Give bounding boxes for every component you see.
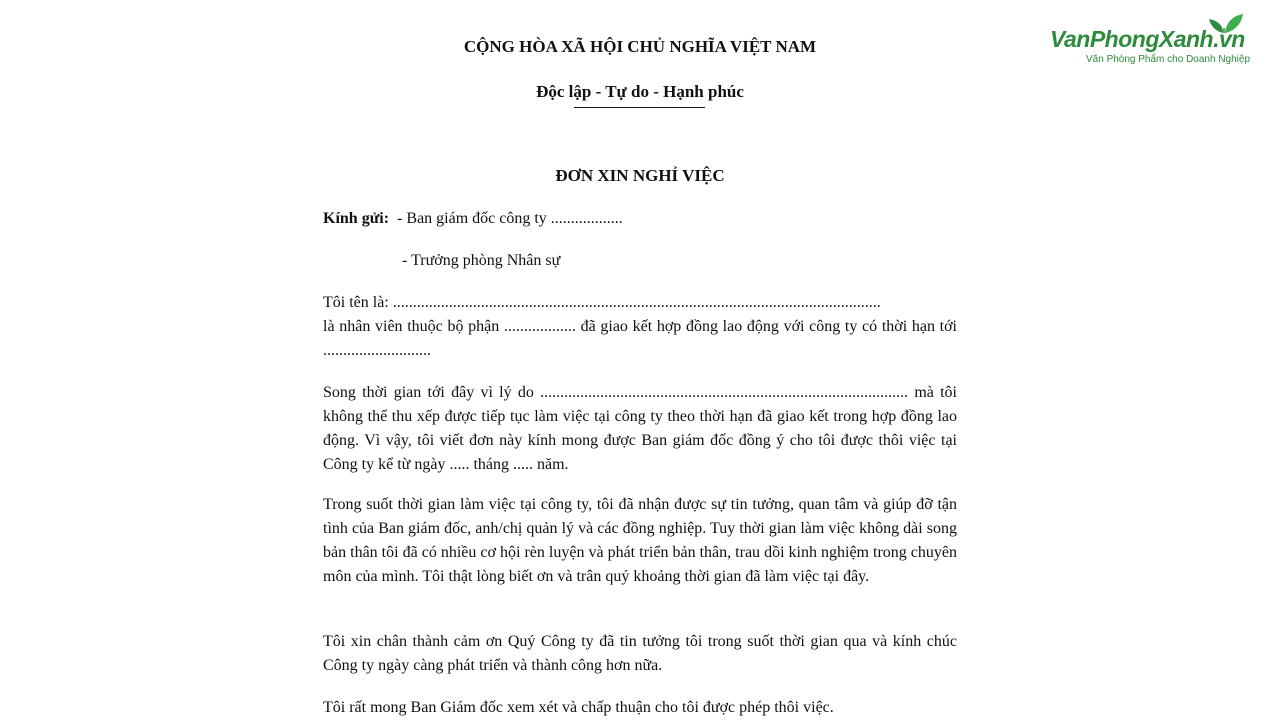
recipient-line-1 (323, 210, 623, 228)
closing-paragraph: Tôi rất mong Ban Giám đốc xem xét và chấp thuận cho tôi được phép thôi việc. (323, 699, 834, 716)
reason-paragraph: Song thời gian tới đây vì lý do ............................................................................................ mà tôi không thể thu xếp được tiếp tục làm việc tại công ty theo thời hạn đã giao kết trong hợp đồng lao động. Vì vậy, tôi viết đơn này kính mong được Ban giám đốc đồng ý cho tôi được thôi việc tại Công ty kể từ ngày ..... tháng ..... năm. (323, 384, 957, 473)
gratitude-paragraph: Trong suốt thời gian làm việc tại công ty, tôi đã nhận được sự tin tưởng, quan tâm và giúp đỡ tận tình của Ban giám đốc, anh/chị quản lý và các đồng nghiệp. Tuy thời gian làm việc không dài song bản thân tôi đã có nhiều cơ hội rèn luyện và phát triển bản thân, trau dồi kinh nghiệm trong chuyên môn của mình. Tôi thật lòng biết ơn và trân quý khoảng thời gian đã làm việc tại đây. (323, 496, 957, 585)
recipient-label: Kính gửi: (323, 210, 390, 227)
recipient-2: - Trưởng phòng Nhân sự (402, 252, 561, 269)
motto-underline (574, 107, 705, 108)
logo-tagline: Văn Phòng Phẩm cho Doanh Nghiệp (1086, 54, 1251, 65)
logo-wordmark: VanPhongXanh.vn (1050, 26, 1245, 52)
thanks-paragraph: Tôi xin chân thành cảm ơn Quý Công ty đã tin tưởng tôi trong suốt thời gian qua và kính chúc Công ty ngày càng phát triển và thành công hơn nữa. (323, 633, 957, 674)
motto-heading: Độc lập - Tự do - Hạnh phúc (536, 82, 744, 101)
document-title: ĐƠN XIN NGHỈ VIỆC (555, 166, 725, 185)
intro-line-2: là nhân viên thuộc bộ phận .................. đã giao kết hợp đồng lao động với công ty có thời hạn tới ........................... (323, 318, 957, 359)
intro-line-1: Tôi tên là: .......................................................................................................................... (323, 294, 881, 311)
recipient-1: - Ban giám đốc công ty .................. (397, 210, 623, 227)
nation-heading: CỘNG HÒA XÃ HỘI CHỦ NGHĨA VIỆT NAM (463, 37, 817, 56)
